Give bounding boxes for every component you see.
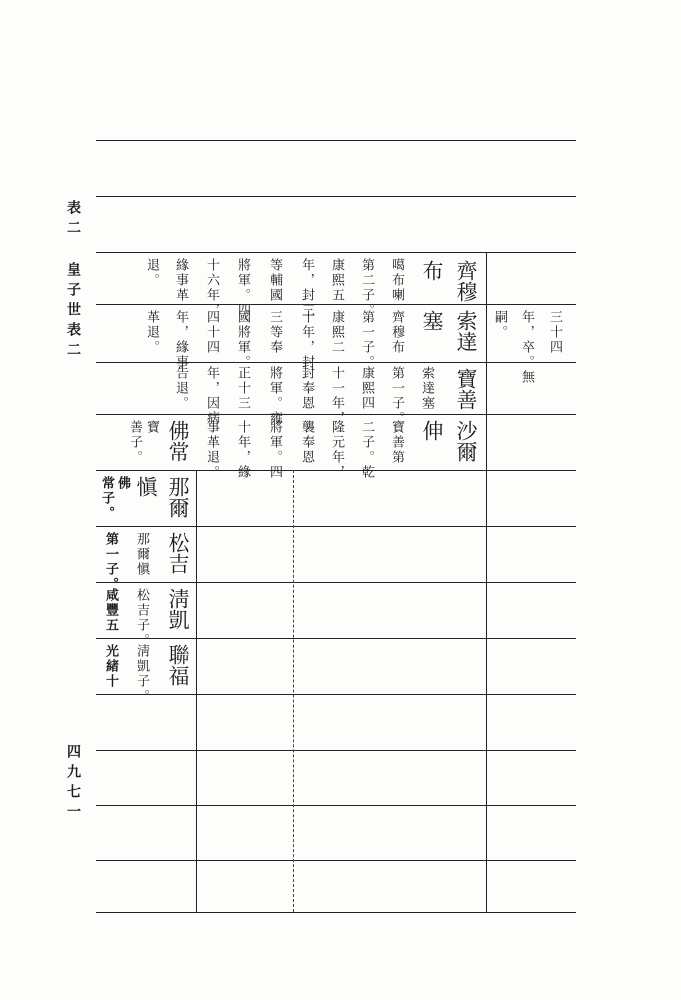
- rule-top-1: [96, 140, 576, 141]
- note-fochang-2: 善子。: [127, 420, 142, 465]
- note-fochang-1: 寶: [144, 420, 159, 435]
- rule-row-baoshan: [96, 362, 576, 363]
- desc-qimu-1: 噶布喇: [389, 258, 404, 303]
- name-suoda: 索達: [454, 310, 478, 352]
- desc-suoda-3: 康熙二: [329, 310, 344, 355]
- desc-baoshan-2: 第一子。: [389, 366, 404, 426]
- desc-qimu-2: 第二子。: [359, 258, 374, 318]
- name-baoshan: 寶善: [454, 368, 478, 410]
- rule-row-10: [96, 750, 576, 751]
- desc-baoshan-5: 封奉恩: [299, 366, 314, 411]
- desc-suoda-4: 十年，封: [299, 310, 314, 370]
- name-qimu: 齊穆: [454, 260, 478, 302]
- desc-suoda-6: 國將軍。: [235, 310, 250, 370]
- right-note-3: 嗣。: [492, 310, 507, 340]
- name-shaer: 沙爾: [454, 420, 478, 462]
- rule-row-7: [96, 582, 576, 583]
- rule-row-12: [96, 860, 576, 861]
- name-bu: 布: [420, 260, 444, 281]
- desc-suoda-8: 年，緣事: [173, 310, 188, 370]
- desc-qimu-3: 康熙五: [329, 258, 344, 303]
- name-shen: 伸: [420, 420, 444, 441]
- name-sai: 塞: [420, 310, 444, 331]
- note-qingkai-2: 咸豐五: [103, 588, 118, 633]
- desc-baoshan-7: 正十三: [235, 366, 250, 411]
- rule-bottom: [96, 912, 576, 913]
- desc-baoshan-9: 告退。: [173, 366, 188, 411]
- right-note-1: 三十四: [547, 310, 562, 355]
- note-lianfu-1: 淸凱子。: [134, 644, 149, 704]
- desc-suoda-1: 齊穆布: [389, 310, 404, 355]
- note-qingkai-1: 松吉子。: [134, 588, 149, 648]
- rule-row-8: [96, 638, 576, 639]
- note-songji-2: 第一子。: [103, 532, 118, 592]
- note-naer-2: 常子。: [99, 476, 114, 521]
- note-lianfu-2: 光緒十: [103, 644, 118, 689]
- desc-baoshan-3: 康熙四: [359, 366, 374, 411]
- right-note-2: 年，卒。無: [519, 310, 534, 385]
- rule-row-11: [96, 805, 576, 806]
- name-naer: 那爾: [166, 476, 190, 518]
- desc-qimu-9: 退。: [144, 258, 159, 288]
- desc-baoshan-6: 將軍。雍: [267, 366, 282, 426]
- desc-shaer-3: 隆元年，: [329, 420, 344, 480]
- desc-suoda-5: 三等奉: [267, 310, 282, 355]
- note-songji-1: 那爾愼: [134, 532, 149, 577]
- name-lianfu: 聯福: [166, 644, 190, 686]
- name-qingkai: 淸凱: [166, 588, 190, 630]
- col-rule-right: [486, 252, 487, 912]
- name-songji: 松吉: [166, 532, 190, 574]
- desc-shaer-7: 事革退。: [204, 420, 219, 480]
- col-rule-dashed: [293, 470, 294, 912]
- desc-shaer-4: 襲奉恩: [299, 420, 314, 465]
- col-rule-mid: [196, 470, 197, 912]
- desc-qimu-4: 年，封三: [299, 258, 314, 318]
- desc-baoshan-8: 年，因病: [204, 366, 219, 426]
- rule-row-9: [96, 694, 576, 695]
- page-title: 皇子世表二: [65, 262, 81, 362]
- rule-row-qimu: [96, 252, 576, 253]
- desc-qimu-5: 等輔國: [267, 258, 282, 303]
- desc-qimu-8: 緣事革: [173, 258, 188, 303]
- desc-baoshan-4: 十一年，: [329, 366, 344, 426]
- table-label: 表二: [65, 200, 81, 240]
- name-fochang: 佛常: [166, 420, 190, 462]
- desc-baoshan-1: 索達塞: [419, 366, 434, 411]
- rule-row-suoda: [96, 304, 576, 305]
- desc-qimu-7: 十六年，: [204, 258, 219, 318]
- desc-suoda-7: 四十四: [204, 310, 219, 355]
- desc-suoda-2: 第一子。: [359, 310, 374, 370]
- name-shen2: 愼: [134, 476, 158, 497]
- page-number: 四九七一: [65, 744, 81, 824]
- desc-shaer-1: 寶善第: [389, 420, 404, 465]
- rule-top-2: [96, 196, 576, 197]
- desc-shaer-5: 將軍。四: [267, 420, 282, 480]
- note-naer-1: 佛: [115, 476, 130, 491]
- desc-qimu-6: 將軍。四: [235, 258, 250, 318]
- desc-suoda-9: 革退。: [144, 310, 159, 355]
- desc-shaer-6: 十年，緣: [235, 420, 250, 480]
- desc-shaer-2: 二子。乾: [359, 420, 374, 480]
- rule-row-6: [96, 526, 576, 527]
